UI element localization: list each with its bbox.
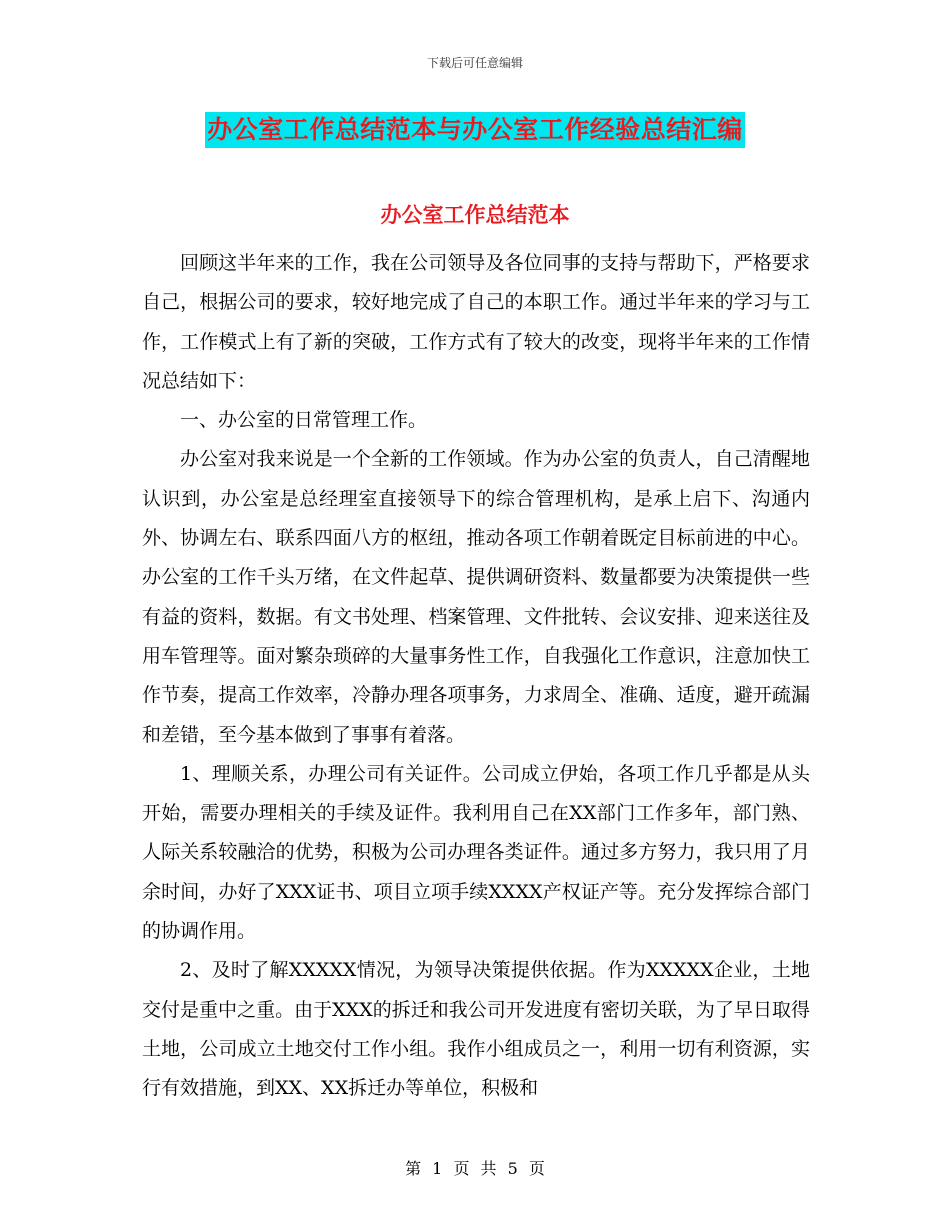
header-note: 下载后可任意编辑 [426, 56, 523, 70]
paragraph: 2、及时了解XXXXX情况，为领导决策提供依据。作为XXXXX企业，土地交付是重中之重。由于XXX的拆迁和我公司开发进度有密切关联，为了早日取得土地，公司成立土地交付工作小组。我作小组成员之一，利用一切有利资源，实行有效措施，到XX、XX拆迁办等单位，积极和 [142, 959, 810, 1100]
document-body [142, 244, 810, 1109]
paragraph: 一、办公室的日常管理工作。 [180, 409, 428, 432]
paragraph: 1、理顺关系，办理公司有关证件。公司成立伊始，各项工作几乎都是从头开始，需要办理相关的手续及证件。我利用自己在XX部门工作多年，部门熟、人际关系较融洽的优势，积极为公司办理各类证件。通过多方努力，我只用了月余时间，办好了XXX证书、项目立项手续XXXX产权证产等。充分发挥综合部门的协调作用。 [142, 762, 810, 943]
paragraph: 回顾这半年来的工作，我在公司领导及各位同事的支持与帮助下，严格要求自己，根据公司的要求，较好地完成了自己的本职工作。通过半年来的学习与工作，工作模式上有了新的突破，工作方式有了较大的改变，现将半年来的工作情况总结如下： [142, 252, 810, 392]
sub-title: 办公室工作总结范本 [380, 202, 570, 227]
paragraph: 办公室对我来说是一个全新的工作领域。作为办公室的负责人，自己清醒地认识到，办公室是总经理室直接领导下的综合管理机构，是承上启下、沟通内外、协调左右、联系四面八方的枢纽，推动各项工作朝着既定目标前进的中心。办公室的工作千头万绪，在文件起草、提供调研资料、数量都要为决策提供一些有益的资料，数据。有文书处理、档案管理、文件批转、会议安排、迎来送往及用车管理等。面对繁杂琐碎的大量事务性工作，自我强化工作意识，注意加快工作节奏，提高工作效率，冷静办理各项事务，力求周全、准确、适度，避开疏漏和差错，至今基本做到了事事有着落。 [142, 448, 810, 746]
main-title-container [0, 112, 950, 148]
page-footer: 第 1 页 共 5 页 [405, 1159, 545, 1178]
main-title: 办公室工作总结范本与办公室工作经验总结汇编 [205, 112, 745, 148]
